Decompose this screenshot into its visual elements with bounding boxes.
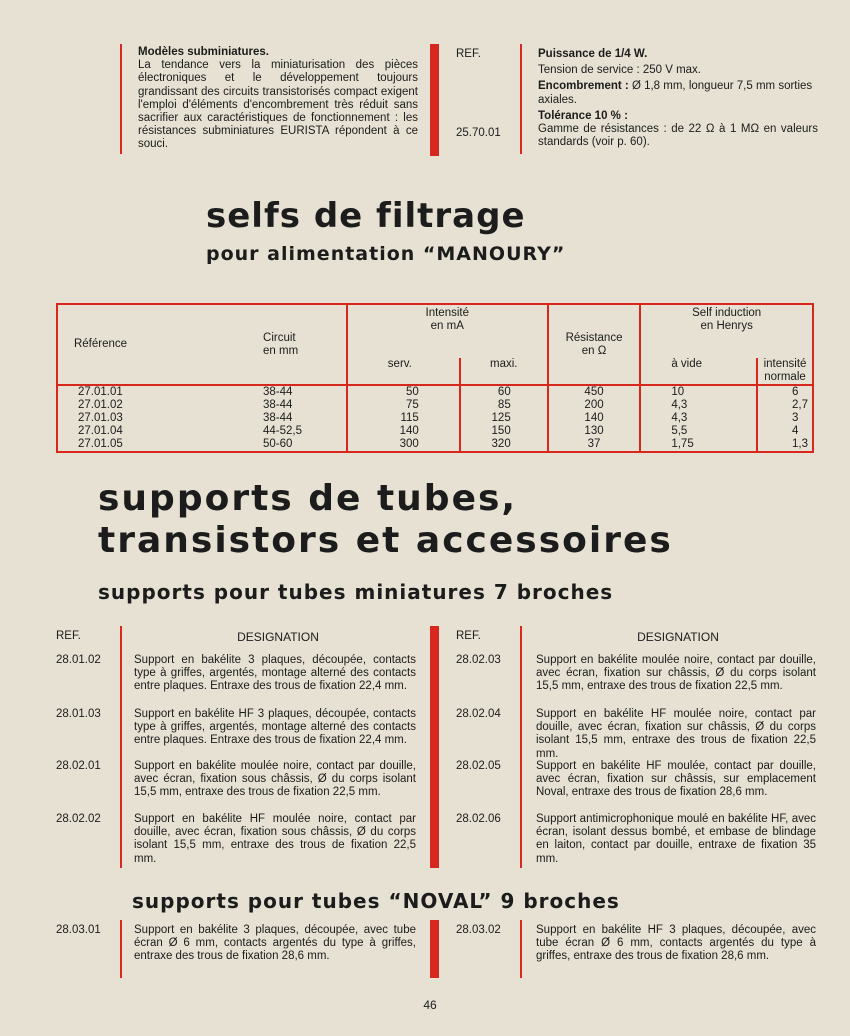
top-left-rule	[120, 44, 122, 154]
col-self-unit: en Henrys	[700, 320, 753, 332]
top-voltage: Tension de service : 250 V max.	[538, 64, 701, 77]
selfs-cell-maxi: 125	[460, 412, 548, 425]
top-size-label: Encombrement :	[538, 80, 629, 93]
support-description: Support en bakélite HF moulée noire, contact par douille, avec écran, fixation sous châssis, Ø du corps isolant 15,5 mm, entraxe des trous de fixation 22,5 mm.	[134, 813, 416, 865]
selfs-cell-vide: 4,3	[640, 399, 757, 412]
top-intro	[138, 46, 418, 152]
selfs-cell-norm: 4	[757, 425, 813, 438]
supports-sub7: supports pour tubes miniatures 7 broches	[98, 580, 614, 604]
col-resistance-unit: en Ω	[581, 344, 607, 357]
left-col-rule	[120, 626, 122, 868]
col-intensite-label: Intensité	[425, 307, 469, 319]
selfs-cell-maxi: 150	[460, 425, 548, 438]
col-reference: Référence	[73, 338, 128, 350]
top-ref-header: REF.	[456, 48, 481, 60]
supports-title-1: supports de tubes,	[98, 478, 518, 519]
selfs-cell-ref: 27.01.02	[78, 399, 123, 411]
top-body: La tendance vers la miniaturisation des pièces électroniques et le développement toujours grandissant des circuits transistorisés compact exigent l'emploi d'éléments d'encombrement très réduit sans sacrifier aux caractéristiques de fonctionnement : les résistances subminiatures EURISTA répondent à ce souci.	[138, 59, 418, 151]
support-ref: 28.02.03	[456, 654, 501, 666]
selfs-cell-ref: 27.01.01	[57, 385, 143, 399]
col-intensite-unit: en mA	[430, 320, 464, 332]
support-description: Support en bakélite moulée noire, contact par douille, avec écran, fixation sur châssis, Ø du corps isolant 15,5 mm, entraxe des trous de fixation 22,5 mm.	[536, 654, 816, 693]
selfs-cell-circuit: 38-44	[143, 385, 347, 399]
selfs-cell-serv: 300	[347, 438, 460, 452]
noval-left-text: Support en bakélite 3 plaques, découpée, avec tube écran Ø 6 mm, contacts argentés du type à griffes, entraxe des trous de fixation 28,6 mm.	[134, 924, 416, 963]
col-self	[640, 304, 813, 358]
selfs-cell-res: 200	[548, 399, 641, 412]
selfs-cell-serv: 75	[347, 399, 460, 412]
col-maxi: maxi.	[460, 358, 548, 385]
col-self-label: Self induction	[692, 307, 762, 319]
selfs-cell-serv: 50	[347, 385, 460, 399]
col-circuit-unit: en mm	[263, 344, 299, 357]
selfs-cell-norm: 3	[757, 412, 813, 425]
support-description: Support en bakélite HF moulée, contact par douille, avec écran, fixation sur châssis, sur emplacement Noval, entraxe des trous de fixation 28,6 mm.	[536, 760, 816, 799]
selfs-row	[57, 399, 813, 412]
support-ref: 28.01.02	[56, 654, 101, 666]
selfs-cell-ref: 27.01.04	[78, 425, 123, 437]
selfs-row	[57, 412, 813, 425]
selfs-row	[57, 438, 813, 452]
selfs-cell-maxi: 60	[460, 385, 548, 399]
left-ref-header: REF.	[56, 630, 81, 642]
selfs-cell-res: 130	[548, 425, 641, 438]
noval-left-rule	[120, 920, 122, 978]
supports-title-2: transistors et accessoires	[98, 520, 673, 561]
right-des-header: DESIGNATION	[637, 630, 719, 644]
col-normale-2: normale	[764, 371, 806, 383]
top-right-rule	[520, 44, 522, 154]
support-description: Support en bakélite moulée noire, contact par douille, avec écran, fixation sous châssis, Ø du corps isolant 15,5 mm, entraxe des trous de fixation 22,5 mm.	[134, 760, 416, 799]
selfs-cell-maxi: 320	[460, 438, 548, 452]
support-ref: 28.02.02	[56, 813, 101, 825]
top-range: Gamme de résistances : de 22 Ω à 1 MΩ en valeurs standards (voir p. 60).	[538, 123, 818, 149]
support-ref: 28.01.03	[56, 708, 101, 720]
support-ref: 28.02.01	[56, 760, 101, 772]
selfs-cell-norm: 6	[757, 385, 813, 399]
selfs-cell-circuit: 44-52,5	[263, 425, 303, 437]
selfs-subtitle: pour alimentation “MANOURY”	[206, 243, 566, 265]
noval-right-ref: 28.03.02	[456, 924, 501, 936]
selfs-cell-norm: 2,7	[757, 399, 813, 412]
support-ref: 28.02.04	[456, 708, 501, 720]
selfs-cell-circuit: 38-44	[263, 399, 293, 411]
selfs-cell-ref: 27.01.03	[78, 412, 123, 424]
selfs-title: selfs de filtrage	[206, 196, 526, 236]
noval-right-text: Support en bakélite HF 3 plaques, découpée, avec tube écran Ø 6 mm, contacts argentés du type à griffes, entraxe des trous de fixation 28,6 mm.	[536, 924, 816, 963]
col-normale-1: intensité	[763, 358, 807, 370]
selfs-cell-vide: 5,5	[640, 425, 757, 438]
selfs-cell-maxi: 85	[460, 399, 548, 412]
top-ref: 25.70.01	[456, 127, 501, 139]
selfs-table	[56, 303, 814, 453]
col-vide: à vide	[640, 358, 757, 385]
supports-sub9: supports pour tubes “NOVAL” 9 broches	[132, 889, 620, 913]
support-description: Support en bakélite 3 plaques, découpée, contacts type à griffes, argentés, montage alterné des contacts entre plaques. Entraxe des trous de fixation 22,4 mm.	[134, 654, 416, 693]
selfs-cell-vide: 10	[640, 385, 757, 399]
selfs-cell-res: 140	[548, 412, 641, 425]
selfs-row	[57, 385, 813, 399]
col-serv: serv.	[347, 358, 460, 385]
top-heading: Modèles subminiatures.	[138, 46, 270, 58]
right-ref-header: REF.	[456, 630, 481, 642]
selfs-cell-vide: 4,3	[640, 412, 757, 425]
col-resistance-label: Résistance	[565, 331, 623, 344]
col-resistance	[548, 304, 641, 385]
center-col-rule	[430, 626, 439, 868]
selfs-cell-res: 37	[548, 438, 641, 452]
top-center-rule	[430, 44, 439, 156]
top-specs	[538, 48, 818, 149]
col-normale	[757, 358, 813, 385]
selfs-row	[57, 425, 813, 438]
left-des-header: DESIGNATION	[237, 630, 319, 644]
support-description: Support en bakélite HF 3 plaques, découpée, contacts type à griffes, argentés, montage alterné des contacts entre plaques. Entraxe des trous de fixation 22,4 mm.	[134, 708, 416, 747]
right-col-rule	[520, 626, 522, 868]
selfs-cell-vide: 1,75	[640, 438, 757, 452]
noval-left-ref: 28.03.01	[56, 924, 101, 936]
top-size-value: Ø 1,8 mm, longueur 7,5 mm sorties axiales.	[538, 80, 813, 106]
support-description: Support antimicrophonique moulé en bakélite HF, avec écran, isolant dessus bombé, et embase de blindage en laiton, contact par douille, entraxe de fixation 35 mm.	[536, 813, 816, 865]
page-number: 46	[423, 998, 437, 1012]
noval-right-rule	[520, 920, 522, 978]
col-intensite	[347, 304, 548, 358]
col-circuit-label: Circuit	[263, 331, 296, 344]
noval-center-rule	[430, 920, 439, 978]
selfs-cell-res: 450	[548, 385, 641, 399]
top-power: Puissance de 1/4 W.	[538, 48, 648, 60]
selfs-cell-serv: 140	[347, 425, 460, 438]
selfs-cell-circuit: 38-44	[263, 412, 293, 424]
selfs-cell-norm: 1,3	[757, 438, 813, 452]
selfs-cell-serv: 115	[347, 412, 460, 425]
support-ref: 28.02.05	[456, 760, 501, 772]
top-tolerance: Tolérance 10 % :	[538, 109, 628, 122]
support-ref: 28.02.06	[456, 813, 501, 825]
selfs-cell-ref: 27.01.05	[78, 438, 123, 450]
support-description: Support en bakélite HF moulée noire, contact par douille, avec écran, fixation sur châssis, Ø du corps isolant 15,5 mm, entraxe des trous de fixation 22,5 mm.	[536, 708, 816, 760]
col-circuit	[143, 304, 347, 385]
selfs-cell-circuit: 50-60	[263, 438, 293, 450]
